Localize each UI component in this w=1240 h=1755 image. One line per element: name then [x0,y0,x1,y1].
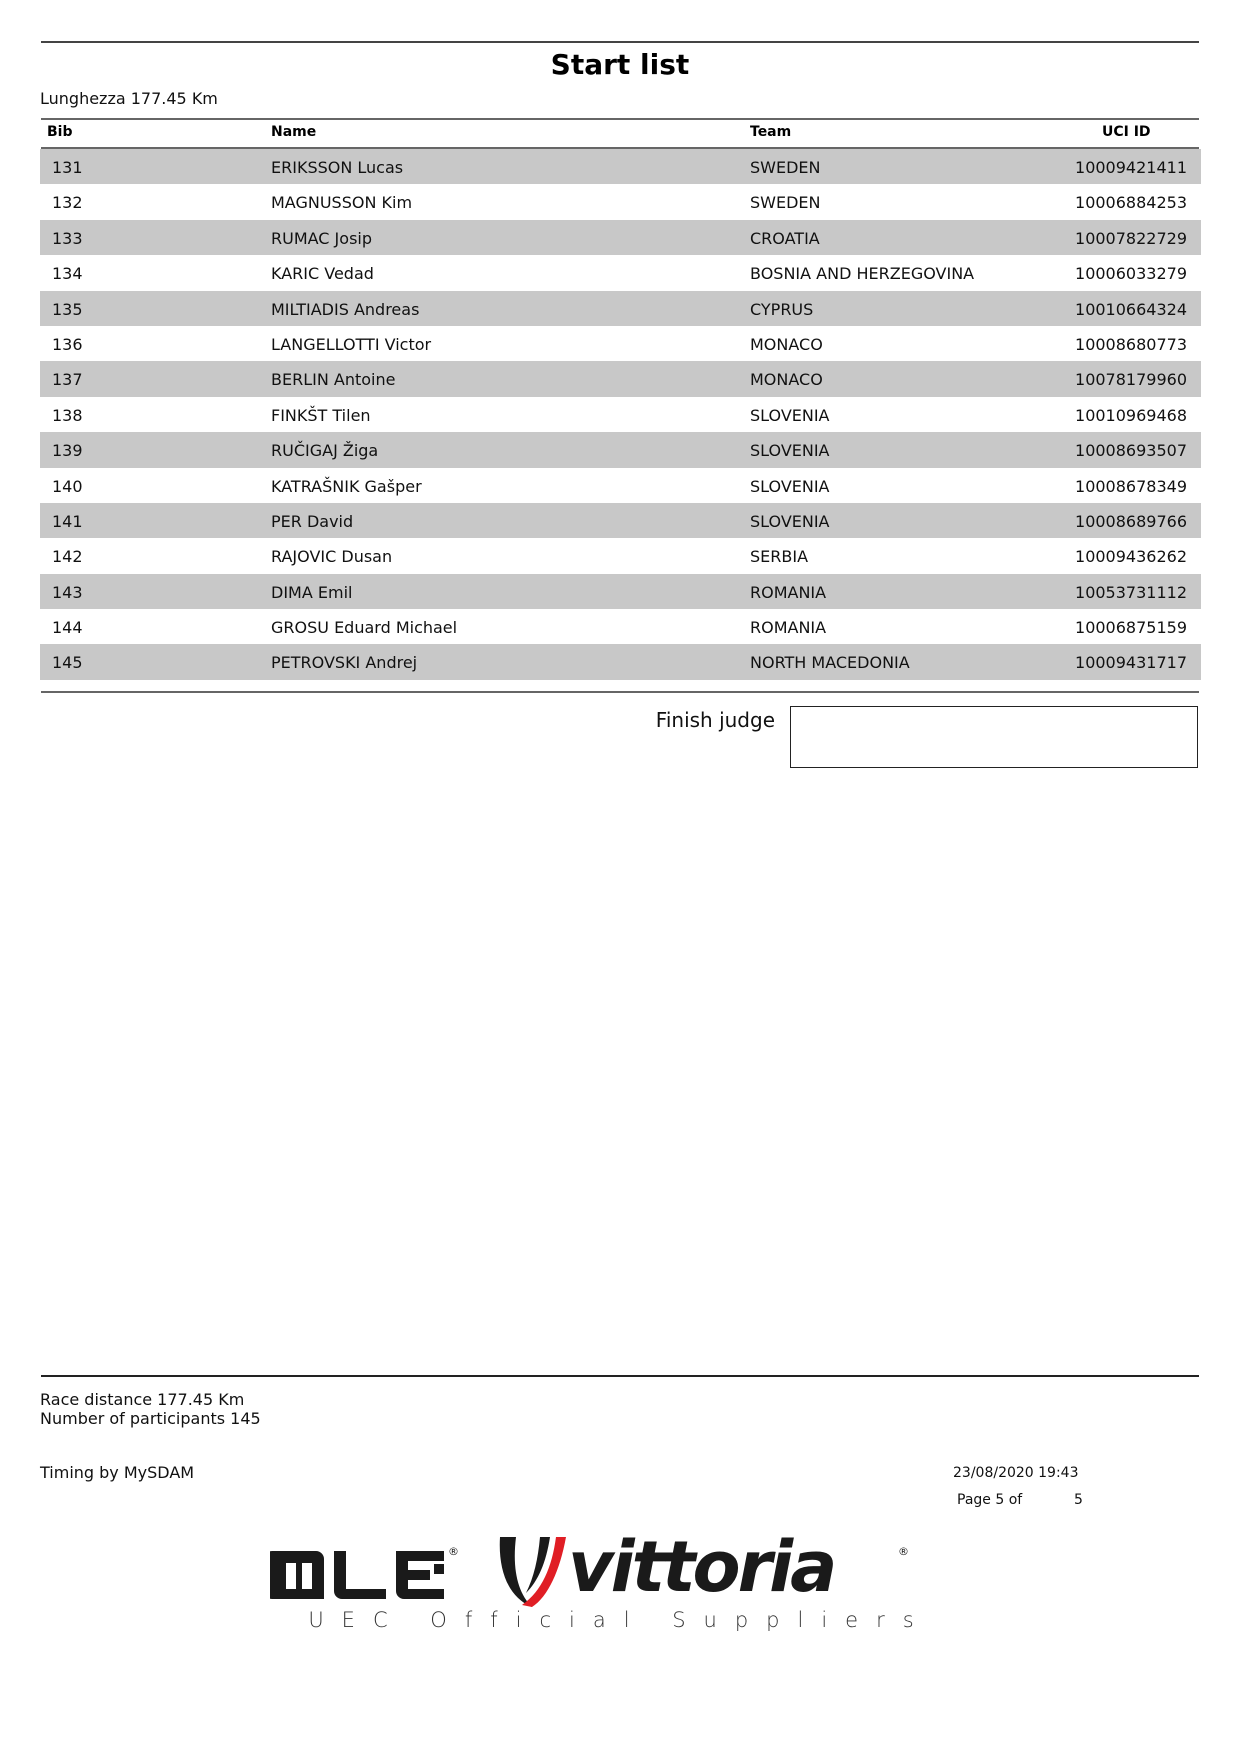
vittoria-logo [500,1526,909,1608]
table-row [40,503,1201,538]
uci-id-cell: 10007822729 [1075,228,1187,248]
table-row [40,184,1201,219]
finish-judge-signature-box [790,706,1198,768]
uci-id-cell: 10009431717 [1075,653,1187,673]
uci-id-cell: 10008678349 [1075,476,1187,496]
table-row [40,291,1201,326]
table-row [40,361,1201,396]
page-total: 5 [1074,1492,1083,1508]
name-cell: MAGNUSSON Kim [271,193,413,213]
uci-id-cell: 10009421411 [1075,158,1187,177]
name-cell: KATRAŠNIK Gašper [271,476,422,496]
name-cell: LANGELLOTTI Victor [271,334,432,354]
sponsor-tagline: UEC Official Suppliers [308,1608,932,1632]
sponsor-logos [270,1515,970,1655]
bib-cell: 139 [52,441,83,461]
bib-cell: 135 [52,299,83,319]
ale-registered-mark: ® [448,1545,459,1558]
column-header-uci-id: UCI ID [1102,124,1151,140]
team-cell: SLOVENIA [750,476,830,496]
team-cell: BOSNIA AND HERZEGOVINA [750,264,975,284]
name-cell: BERLIN Antoine [271,370,396,390]
name-cell: PER David [271,511,354,531]
table-row [40,255,1201,290]
name-cell: MILTIADIS Andreas [271,299,420,319]
race-length: Lunghezza 177.45 Km [40,89,218,108]
vittoria-registered-mark: ® [898,1545,909,1558]
uci-id-cell: 10008693507 [1075,441,1187,461]
uci-id-cell: 10053731112 [1075,582,1187,602]
table-row [40,326,1201,361]
uci-id-cell: 10006884253 [1075,193,1187,213]
team-cell: SLOVENIA [750,511,830,531]
sponsor-logo-strip [270,1515,970,1615]
team-cell: CROATIA [750,228,820,248]
name-cell: RAJOVIC Dusan [271,547,393,567]
uci-id-cell: 10009436262 [1075,547,1187,567]
bib-cell: 132 [52,193,83,213]
bib-cell: 140 [52,476,83,496]
bib-cell: 142 [52,547,83,567]
name-cell: ERIKSSON Lucas [271,158,404,177]
team-cell: CYPRUS [750,299,814,319]
participants-count: Number of participants 145 [40,1409,261,1428]
name-cell: GROSU Eduard Michael [271,618,458,638]
bib-cell: 143 [52,582,83,602]
team-cell: NORTH MACEDONIA [750,653,910,673]
team-cell: MONACO [750,334,823,354]
ale-logo [270,1545,459,1599]
bib-cell: 133 [52,228,83,248]
name-cell: DIMA Emil [271,582,353,602]
name-cell: PETROVSKI Andrej [271,653,418,673]
table-row [40,468,1201,503]
finish-judge-label: Finish judge [655,708,775,732]
top-rule [41,41,1199,43]
page-label: Page 5 of [957,1492,1023,1508]
bib-cell: 141 [52,511,83,531]
name-cell: FINKŠT Tilen [271,405,371,425]
team-cell: SLOVENIA [750,441,830,461]
bib-cell: 144 [52,618,83,638]
print-datetime: 23/08/2020 19:43 [953,1465,1079,1481]
bib-cell: 136 [52,334,83,354]
name-cell: RUČIGAJ Žiga [271,441,379,461]
table-row [40,220,1201,255]
table-row [40,149,1201,184]
vittoria-wordmark: vittoria [568,1526,835,1608]
timing-credit: Timing by MySDAM [40,1463,195,1482]
uci-id-cell: 10008680773 [1075,334,1187,354]
table-row [40,574,1201,609]
table-row [40,644,1201,679]
table-header-top-rule [41,118,1199,120]
bib-cell: 137 [52,370,83,390]
uci-id-cell: 10006875159 [1075,618,1187,638]
table-row [40,397,1201,432]
team-cell: SWEDEN [750,158,821,177]
uci-id-cell: 10008689766 [1075,511,1187,531]
uci-id-cell: 10078179960 [1075,370,1187,390]
table-row [40,538,1201,573]
bib-cell: 145 [52,653,83,673]
column-header-name: Name [271,124,317,140]
table-row [40,609,1201,644]
column-header-team: Team [750,124,792,140]
race-distance: Race distance 177.45 Km [40,1390,245,1409]
team-cell: MONACO [750,370,823,390]
page-title: Start list [550,48,690,81]
table-row [40,432,1201,467]
bib-cell: 134 [52,264,83,284]
team-cell: ROMANIA [750,618,827,638]
uci-id-cell: 10010664324 [1075,299,1187,319]
uci-id-cell: 10010969468 [1075,405,1187,425]
footer-rule [41,1375,1199,1377]
team-cell: SERBIA [750,547,809,567]
table-bottom-rule [41,691,1199,693]
uci-id-cell: 10006033279 [1075,264,1187,284]
bib-cell: 138 [52,405,83,425]
team-cell: SWEDEN [750,193,821,213]
team-cell: SLOVENIA [750,405,830,425]
start-list-table [40,149,1201,680]
team-cell: ROMANIA [750,582,827,602]
bib-cell: 131 [52,158,83,177]
column-header-bib: Bib [47,124,73,140]
name-cell: KARIC Vedad [271,264,374,284]
name-cell: RUMAC Josip [271,228,372,248]
